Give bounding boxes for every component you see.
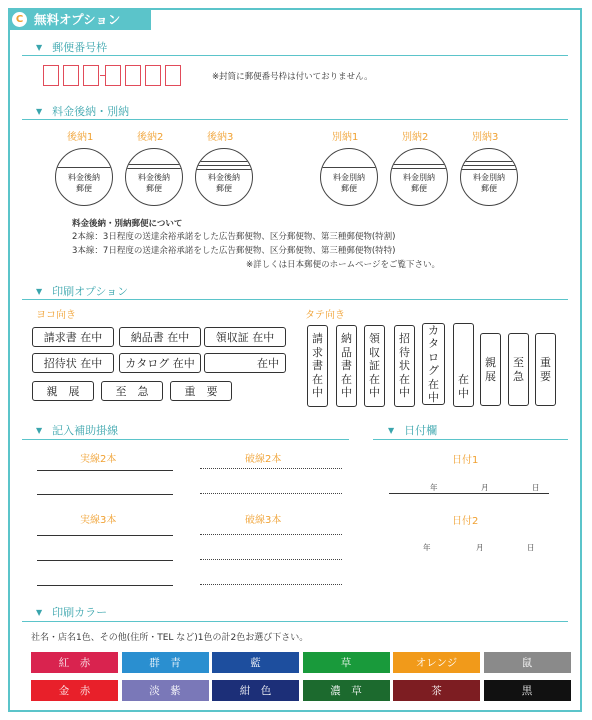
- stamp-label-5: 別納2: [402, 132, 429, 143]
- page-title: 無料オプション: [34, 12, 121, 27]
- section-print-title: 印刷オプション: [52, 285, 129, 298]
- color-option-12[interactable]: 黒: [484, 680, 571, 701]
- print-option-h-2[interactable]: 納品書 在中: [119, 327, 201, 347]
- horizontal-label: ヨコ向き: [36, 310, 76, 321]
- stamp-text: 郵便: [341, 184, 357, 193]
- stamp-option-5[interactable]: [390, 148, 448, 206]
- section-divider: [22, 299, 568, 300]
- section-divider: [22, 55, 568, 56]
- date2-day: 日: [527, 543, 535, 552]
- color-option-10[interactable]: 濃 草: [303, 680, 390, 701]
- stamp-label-1: 後納1: [67, 132, 94, 143]
- stamp-text: 料金別納: [333, 173, 365, 182]
- stamp-text: 料金別納: [403, 173, 435, 182]
- color-option-1[interactable]: 紅 赤: [31, 652, 118, 673]
- stamp-text: 料金後納: [208, 173, 240, 182]
- print-option-h-9[interactable]: 重 要: [170, 381, 232, 401]
- stamp-label-6: 別納3: [472, 132, 499, 143]
- print-option-v-2[interactable]: 納 品 書 在 中: [336, 325, 357, 407]
- fee-notes-line2: 2本線：3日程度の送達余裕承諾をした広告郵便物、区分郵便物、第三種郵便物(特割): [72, 232, 396, 242]
- color-option-5[interactable]: オレンジ: [393, 652, 480, 673]
- section-divider: [22, 439, 349, 440]
- stamp-option-4[interactable]: [320, 148, 378, 206]
- stamp-text: 郵便: [146, 184, 162, 193]
- section-guide-title: 記入補助掛線: [52, 424, 119, 437]
- print-option-v-3[interactable]: 領 収 証 在 中: [364, 325, 385, 407]
- triangle-down-icon: ▼: [36, 286, 43, 296]
- stamp-text: 料金別納: [473, 173, 505, 182]
- print-option-h-6[interactable]: 在中: [204, 353, 286, 373]
- color-option-4[interactable]: 草: [303, 652, 390, 673]
- stamp-option-3[interactable]: [195, 148, 253, 206]
- print-option-v-7[interactable]: 親 展: [480, 333, 501, 406]
- section-divider: [373, 439, 568, 440]
- print-option-v-5[interactable]: カ タ ロ グ 在 中: [422, 323, 445, 405]
- date2-year: 年: [423, 543, 431, 552]
- section-fee: [36, 103, 129, 119]
- print-option-h-3[interactable]: 領収証 在中: [204, 327, 286, 347]
- guide-solid2-label: 実線2本: [80, 454, 117, 465]
- fee-notes-heading: 料金後納・別納郵便について: [72, 219, 183, 229]
- date2-month: 月: [476, 543, 484, 552]
- section-postal-title: 郵便番号枠: [52, 41, 108, 54]
- stamp-text: 料金後納: [68, 173, 100, 182]
- stamp-label-4: 別納1: [332, 132, 359, 143]
- print-option-v-8[interactable]: 至 急: [508, 333, 529, 406]
- section-divider: [22, 621, 568, 622]
- title-tab: [8, 8, 151, 30]
- color-option-11[interactable]: 茶: [393, 680, 480, 701]
- stamp-text: 料金後納: [138, 173, 170, 182]
- fee-notes-line3: 3本線：7日程度の送達余裕承諾をした広告郵便物、区分郵便物、第三種郵便物(特特): [72, 246, 396, 256]
- triangle-down-icon: ▼: [36, 425, 43, 435]
- print-option-h-4[interactable]: 招待状 在中: [32, 353, 114, 373]
- stamp-text: 郵便: [411, 184, 427, 193]
- vertical-label: タテ向き: [305, 310, 345, 321]
- stamp-option-6[interactable]: [460, 148, 518, 206]
- stamp-text: 郵便: [76, 184, 92, 193]
- color-option-9[interactable]: 紺 色: [212, 680, 299, 701]
- stamp-text: 郵便: [481, 184, 497, 193]
- date1-month: 月: [481, 483, 489, 492]
- print-option-h-1[interactable]: 請求書 在中: [32, 327, 114, 347]
- color-option-3[interactable]: 藍: [212, 652, 299, 673]
- triangle-down-icon: ▼: [388, 425, 395, 435]
- date1-label: 日付1: [452, 455, 479, 466]
- stamp-text: 郵便: [216, 184, 232, 193]
- color-option-8[interactable]: 淡 紫: [122, 680, 209, 701]
- date1-year: 年: [430, 483, 438, 492]
- guide-solid3-label: 実線3本: [80, 515, 117, 526]
- section-print: [36, 283, 128, 299]
- section-fee-title: 料金後納・別納: [52, 105, 130, 118]
- title-badge: C: [12, 12, 27, 27]
- print-option-h-7[interactable]: 親 展: [32, 381, 94, 401]
- print-option-h-8[interactable]: 至 急: [101, 381, 163, 401]
- color-option-2[interactable]: 群 青: [122, 652, 209, 673]
- stamp-label-2: 後納2: [137, 132, 164, 143]
- section-date: [388, 422, 437, 438]
- print-option-v-9[interactable]: 重 要: [535, 333, 556, 406]
- print-option-v-1[interactable]: 請 求 書 在 中: [307, 325, 328, 407]
- color-option-6[interactable]: 鼠: [484, 652, 571, 673]
- color-note: 社名・店名1色、その他(住所・TEL など)1色の計2色お選び下さい。: [31, 633, 309, 643]
- triangle-down-icon: ▼: [36, 106, 43, 116]
- guide-dotted3-label: 破線3本: [245, 515, 282, 526]
- section-color-title: 印刷カラー: [52, 606, 108, 619]
- print-option-v-4[interactable]: 招 待 状 在 中: [394, 325, 415, 407]
- postal-note: ※封筒に郵便番号枠は付いておりません。: [212, 72, 373, 82]
- section-divider: [22, 119, 568, 120]
- triangle-down-icon: ▼: [36, 42, 43, 52]
- guide-dotted2-label: 破線2本: [245, 454, 282, 465]
- date2-label: 日付2: [452, 516, 479, 527]
- stamp-option-1[interactable]: [55, 148, 113, 206]
- triangle-down-icon: ▼: [36, 607, 43, 617]
- section-color: [36, 604, 107, 620]
- color-option-7[interactable]: 金 赤: [31, 680, 118, 701]
- print-option-h-5[interactable]: カタログ 在中: [119, 353, 201, 373]
- section-postal: [36, 39, 107, 55]
- fee-notes-detail: ※詳しくは日本郵便のホームページをご覧下さい。: [246, 260, 440, 270]
- date1-day: 日: [532, 483, 540, 492]
- stamp-label-3: 後納3: [207, 132, 234, 143]
- section-date-title: 日付欄: [404, 424, 438, 437]
- stamp-option-2[interactable]: [125, 148, 183, 206]
- section-guide: [36, 422, 118, 438]
- print-option-v-6[interactable]: 在 中: [453, 323, 474, 407]
